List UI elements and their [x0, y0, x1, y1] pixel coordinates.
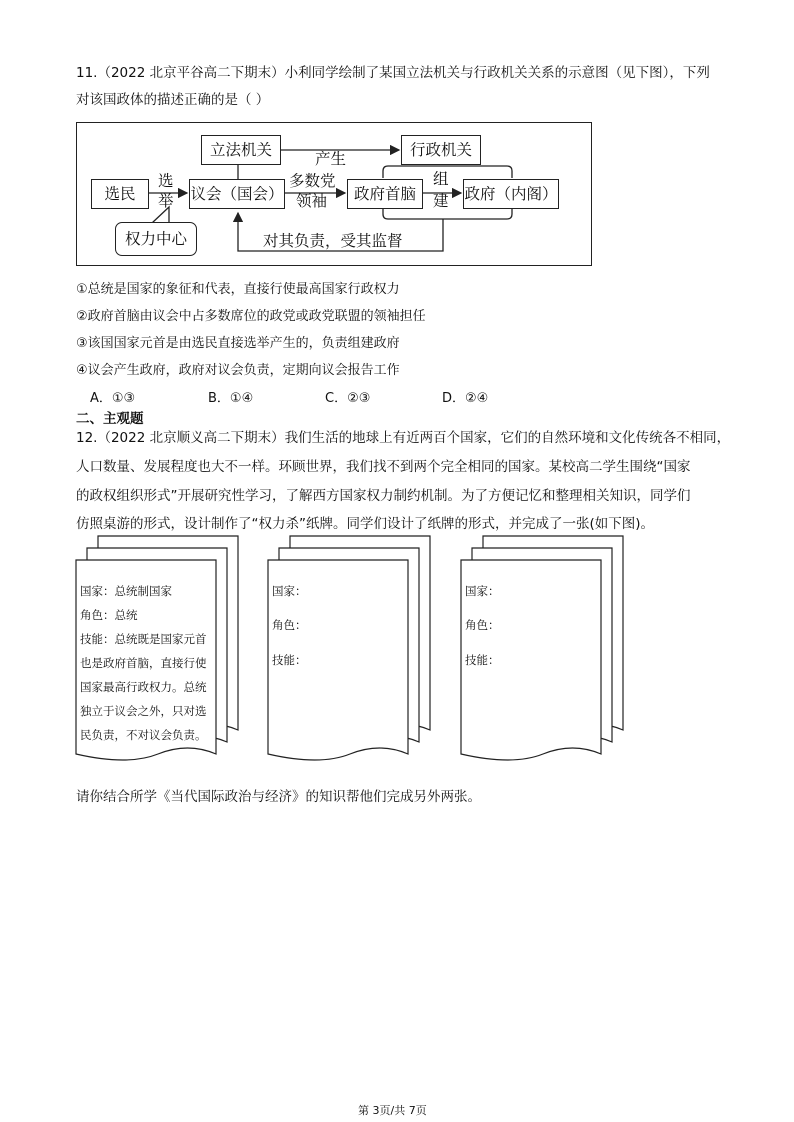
page-footer: 第 3页/共 7页	[358, 1104, 427, 1117]
executive-box: 行政机关	[401, 135, 481, 165]
elect-label-b: 举	[158, 192, 174, 210]
parliament-box: 议会（国会）	[189, 179, 285, 209]
q11-option-d: D．②④	[442, 391, 489, 406]
q12-instruction: 请你结合所学《当代国际政治与经济》的知识帮他们完成另外两张。	[76, 789, 481, 805]
produce-label: 产生	[315, 150, 347, 168]
majority-label-a: 多数党	[289, 172, 336, 190]
q12-stem-line4: 仿照桌游的形式，设计制作了“权力杀”纸牌。同学们设计了纸牌的形式，并完成了一张(如下图)。	[76, 516, 655, 532]
card3-country-label: 国家：	[465, 584, 500, 598]
q11-statement-1: ①总统是国家的象征和代表，直接行使最高国家行政权力	[76, 282, 400, 297]
accountable-label: 对其负责，受其监督	[263, 232, 403, 250]
card2-skill-label: 技能：	[272, 653, 307, 667]
section-heading: 二、主观题	[76, 411, 144, 427]
q12-stem-line1: 12.（2022 北京顺义高二下期末）我们生活的地球上有近两百个国家，它们的自然环境和文化传统各不相同，	[76, 430, 731, 446]
head-of-government-box: 政府首脑	[347, 179, 423, 209]
q11-option-b: B．①④	[208, 391, 254, 406]
power-center-callout: 权力中心	[115, 222, 197, 256]
card1-skill-1: 技能：总统既是国家元首	[80, 632, 207, 646]
elect-label-a: 选	[158, 172, 174, 190]
card1-skill-5: 民负责，不对议会负责。	[80, 728, 207, 742]
card3-role-label: 角色：	[465, 618, 500, 632]
q12-stem-line2: 人口数量、发展程度也大不一样。环顾世界，我们找不到两个完全相同的国家。某校高二学生围绕“国家	[76, 459, 691, 475]
form-label-a: 组	[433, 170, 449, 188]
card1-role: 角色：总统	[80, 608, 138, 622]
form-label-b: 建	[433, 192, 449, 210]
government-box: 政府（内阁）	[463, 179, 559, 209]
q12-stem-line3: 的政权组织形式”开展研究性学习，了解西方国家权力制约机制。为了方便记忆和整理相关知识，同学们	[76, 488, 691, 504]
q11-option-a: A．①③	[90, 391, 136, 406]
card1-skill-3: 国家最高行政权力。总统	[80, 680, 207, 694]
q11-statement-3: ③该国国家元首是由选民直接选举产生的，负责组建政府	[76, 336, 400, 351]
card1-country: 国家：总统制国家	[80, 584, 172, 598]
q11-stem-line2: 对该国政体的描述正确的是（ ）	[76, 92, 270, 108]
q11-stem-line1: 11.（2022 北京平谷高二下期末）小利同学绘制了某国立法机关与行政机关关系的示意图（见下图），下列	[76, 65, 710, 81]
card2-role-label: 角色：	[272, 618, 307, 632]
voters-box: 选民	[91, 179, 149, 209]
card3-skill-label: 技能：	[465, 653, 500, 667]
card1-skill-4: 独立于议会之外，只对选	[80, 704, 207, 718]
q11-statement-4: ④议会产生政府，政府对议会负责，定期向议会报告工作	[76, 363, 400, 378]
card1-skill-2: 也是政府首脑，直接行使	[80, 656, 207, 670]
majority-label-b: 领袖	[296, 192, 328, 210]
q11-diagram	[76, 122, 592, 266]
q11-option-c: C．②③	[325, 391, 371, 406]
card2-country-label: 国家：	[272, 584, 307, 598]
legislature-box: 立法机关	[201, 135, 281, 165]
q11-statement-2: ②政府首脑由议会中占多数席位的政党或政党联盟的领袖担任	[76, 309, 426, 324]
